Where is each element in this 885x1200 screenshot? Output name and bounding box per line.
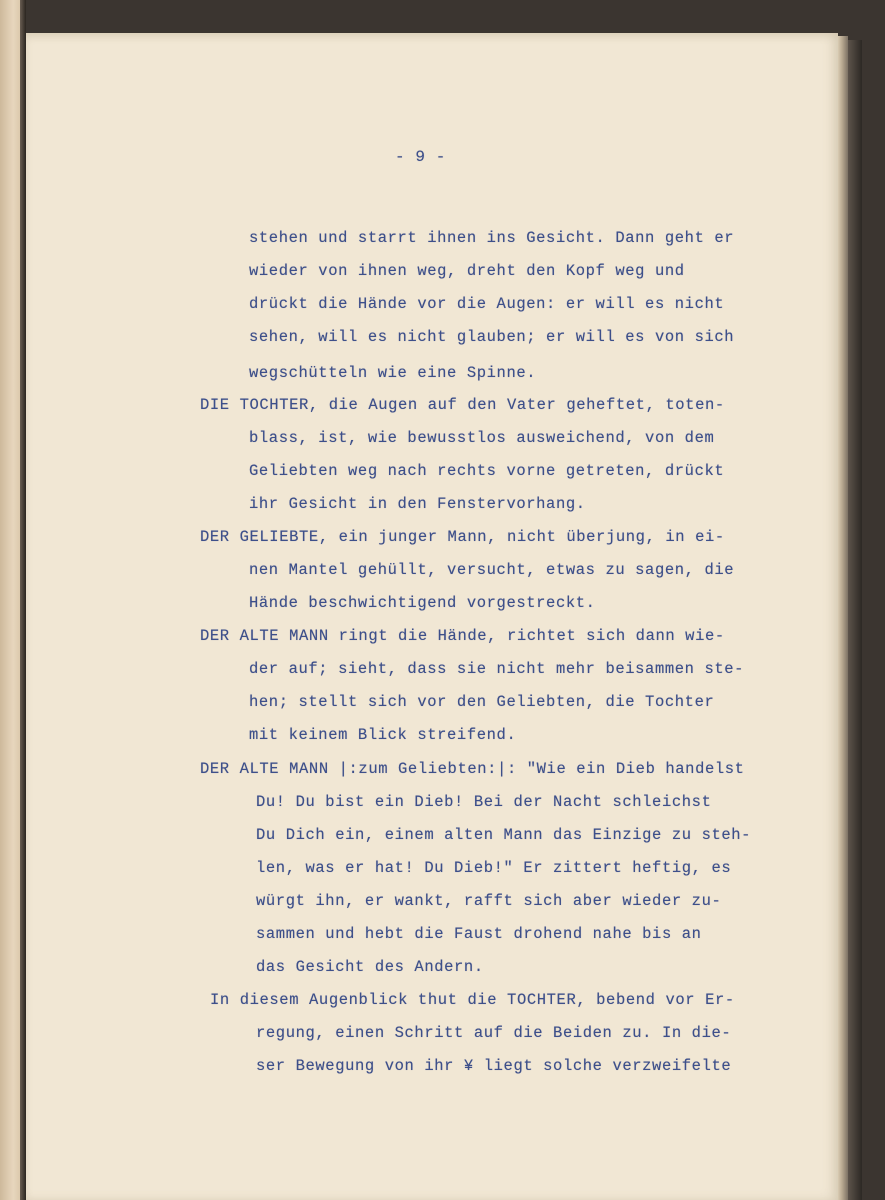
- text-line: wieder von ihnen weg, dreht den Kopf weg und: [249, 262, 685, 280]
- text-line: stehen und starrt ihnen ins Gesicht. Dann geht er: [249, 229, 735, 247]
- page-stack-shadow: [848, 40, 862, 1200]
- text-line: drückt die Hände vor die Augen: er will es nicht: [249, 295, 725, 313]
- text-line: regung, einen Schritt auf die Beiden zu. In die-: [256, 1024, 732, 1042]
- text-line: blass, ist, wie bewusstlos ausweichend, von dem: [249, 429, 715, 447]
- text-line: ser Bewegung von ihr ¥ liegt solche verzweifelte: [256, 1057, 732, 1075]
- text-line: sammen und hebt die Faust drohend nahe bis an: [256, 925, 702, 943]
- text-line: würgt ihn, er wankt, rafft sich aber wieder zu-: [256, 892, 722, 910]
- text-line: mit keinem Blick streifend.: [249, 726, 517, 744]
- text-line: DIE TOCHTER, die Augen auf den Vater geheftet, toten-: [200, 396, 725, 414]
- text-line: nen Mantel gehüllt, versucht, etwas zu sagen, die: [249, 561, 735, 579]
- text-line: der auf; sieht, dass sie nicht mehr beisammen ste-: [249, 660, 745, 678]
- text-line: DER ALTE MANN ringt die Hände, richtet sich dann wie-: [200, 627, 725, 645]
- page-stack-edge: [838, 36, 848, 1200]
- text-line: ihr Gesicht in den Fenstervorhang.: [249, 495, 586, 513]
- text-line: sehen, will es nicht glauben; er will es von sich: [249, 328, 735, 346]
- text-line: len, was er hat! Du Dieb!" Er zittert heftig, es: [256, 859, 732, 877]
- left-page-edge: [0, 0, 22, 1200]
- text-line: Du Dich ein, einem alten Mann das Einzige zu steh-: [256, 826, 752, 844]
- text-line: Hände beschwichtigend vorgestreckt.: [249, 594, 596, 612]
- text-line: wegschütteln wie eine Spinne.: [249, 364, 537, 382]
- text-line: hen; stellt sich vor den Geliebten, die Tochter: [249, 693, 715, 711]
- text-line: das Gesicht des Andern.: [256, 958, 484, 976]
- text-line: DER ALTE MANN |:zum Geliebten:|: "Wie ein Dieb handelst: [200, 760, 745, 778]
- text-line: In diesem Augenblick thut die TOCHTER, bebend vor Er-: [210, 991, 735, 1009]
- text-line: Du! Du bist ein Dieb! Bei der Nacht schleichst: [256, 793, 712, 811]
- page-number: - 9 -: [395, 148, 447, 166]
- text-line: Geliebten weg nach rechts vorne getreten, drückt: [249, 462, 725, 480]
- text-line: DER GELIEBTE, ein junger Mann, nicht überjung, in ei-: [200, 528, 725, 546]
